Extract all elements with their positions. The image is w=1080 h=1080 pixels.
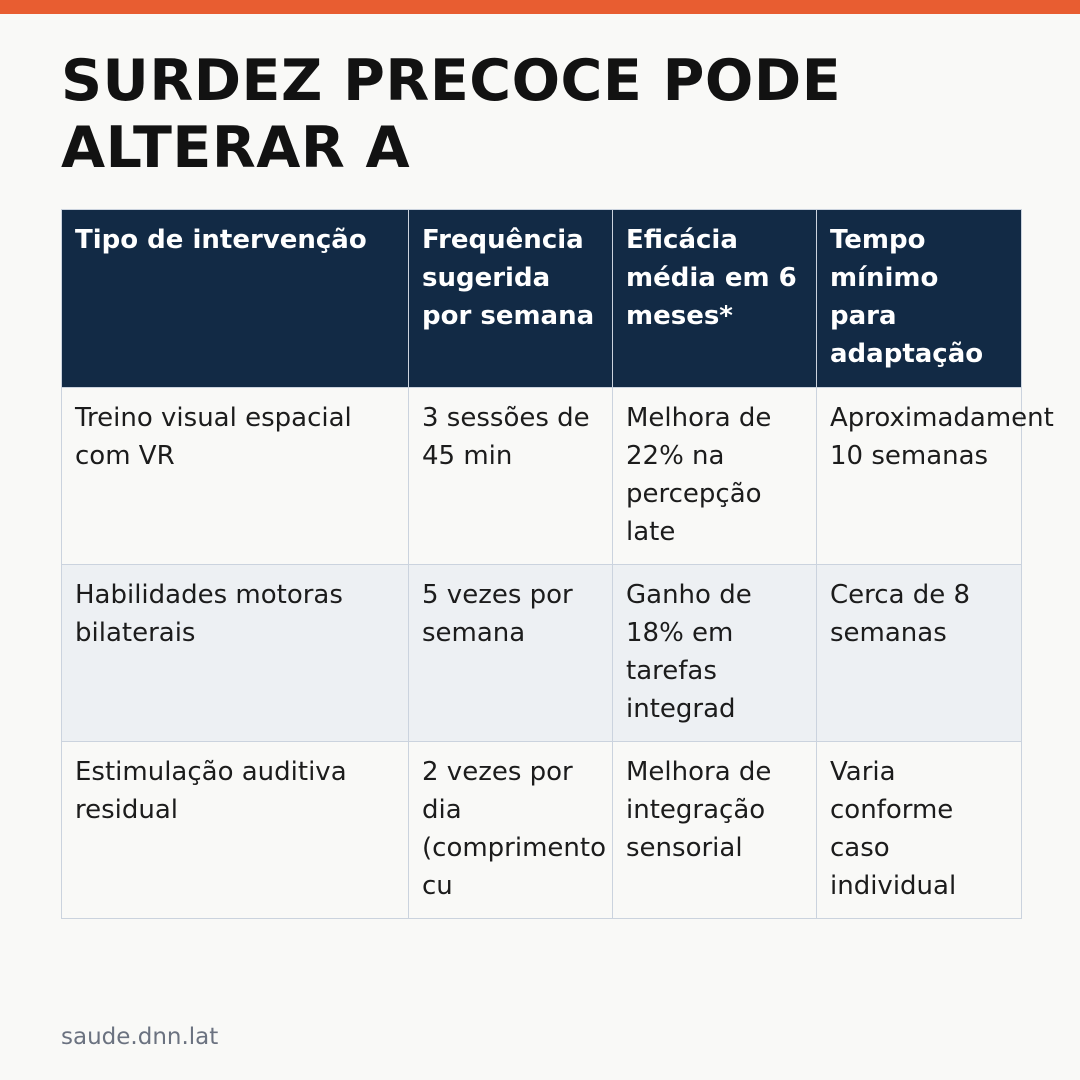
table-row	[62, 742, 1022, 919]
table-row	[62, 388, 1022, 565]
header-frequency: Frequência sugerida por semana	[409, 210, 613, 388]
page-title: SURDEZ PRECOCE PODE ALTERAR A	[61, 48, 842, 181]
header-efficacy: Eficácia média em 6 meses*	[613, 210, 817, 388]
table-row	[62, 565, 1022, 742]
footer-site-name: saude.dnn.lat	[61, 1024, 219, 1050]
cell-efficacy: Melhora de integração sensorial	[613, 742, 817, 919]
header-intervention-type: Tipo de intervenção	[62, 210, 409, 388]
cell-adaptation-time: Cerca de 8 semanas	[817, 565, 1022, 742]
cell-efficacy: Ganho de 18% em tarefas integrad	[613, 565, 817, 742]
cell-frequency: 2 vezes por dia (comprimento cu	[409, 742, 613, 919]
header-adaptation-time: Tempo mínimo para adaptação	[817, 210, 1022, 388]
cell-frequency: 5 vezes por semana	[409, 565, 613, 742]
cell-frequency: 3 sessões de 45 min	[409, 388, 613, 565]
table-header-row	[62, 210, 1022, 388]
cell-efficacy: Melhora de 22% na percepção late	[613, 388, 817, 565]
cell-intervention-type: Treino visual espacial com VR	[62, 388, 409, 565]
cell-intervention-type: Estimulação auditiva residual	[62, 742, 409, 919]
top-accent-bar	[0, 0, 1080, 14]
cell-adaptation-time: Aproximadament 10 semanas	[817, 388, 1022, 565]
cell-intervention-type: Habilidades motoras bilaterais	[62, 565, 409, 742]
cell-adaptation-time: Varia conforme caso individual	[817, 742, 1022, 919]
intervention-table	[61, 209, 1054, 919]
